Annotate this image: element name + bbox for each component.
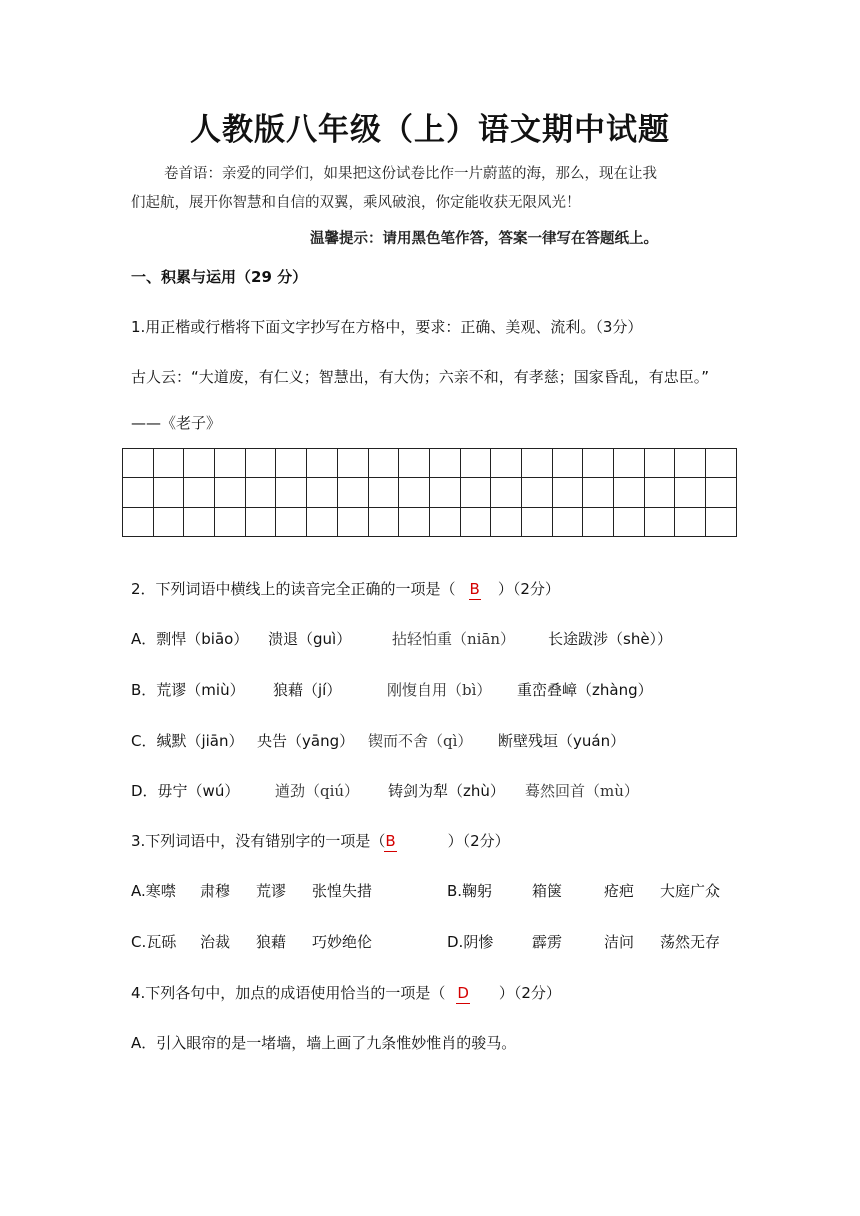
q2-option-b-2: 狼藉（jí） [273,681,342,699]
grid-cell [675,449,706,478]
q2-option-d-4: 蓦然回首（mù） [525,782,639,800]
grid-cell [675,507,706,536]
grid-cell [153,449,184,478]
grid-cell [429,507,460,536]
grid-row [123,478,737,507]
grid-cell [706,507,737,536]
q3-prompt [131,830,510,851]
page-title: 人教版八年级（上）语文期中试题 [190,112,670,148]
grid-cell [337,507,368,536]
grid-cell [460,507,491,536]
grid-cell [276,449,307,478]
grid-cell [337,478,368,507]
grid-cell [521,507,552,536]
q2-option-d-2: 遒劲（qiú） [275,782,360,800]
grid-cell [644,449,675,478]
grid-cell [460,478,491,507]
q1-source: ——《老子》 [131,414,222,432]
intro-line-2: 们起航，展开你智慧和自信的双翼，乘风破浪，你定能收获无限风光！ [131,195,581,211]
q2-option-d-3: 铸剑为犁（zhù） [388,782,505,800]
grid-cell [491,449,522,478]
q4-prompt [131,982,561,1003]
grid-cell [215,449,246,478]
grid-cell [614,449,645,478]
q2-option-a-2: 溃退（guì） [268,630,352,648]
q3-word: B.鞠躬 [447,882,493,900]
grid-cell [521,449,552,478]
q3-answer: B [385,832,396,850]
grid-cell [583,478,614,507]
grid-cell [215,507,246,536]
q1-quote: 古人云：“大道废，有仁义；智慧出，有大伪；六亲不和，有孝慈；国家昏乱，有忠臣。” [131,368,710,386]
q3-word: D.阴惨 [447,933,494,951]
q2-option-a-1: A．剽悍（biāo） [131,630,249,648]
grid-cell [123,478,154,507]
grid-cell [429,449,460,478]
grid-cell [399,478,430,507]
grid-cell [399,507,430,536]
q2-option-d-1: D．毋宁（wú） [131,782,240,800]
q4-answer: D [457,984,469,1002]
grid-cell [245,507,276,536]
grid-row [123,507,737,536]
q3-word: 大庭广众 [660,882,721,900]
q2-prompt-pre: 2．下列词语中横线上的读音完全正确的一项是（ [131,580,456,598]
grid-cell [123,507,154,536]
q3-word: 荡然无存 [660,933,721,951]
section-heading: 一、积累与运用（29 分） [131,268,308,286]
grid-cell [429,478,460,507]
q3-word: A.寒噤 [131,882,176,900]
grid-cell [184,507,215,536]
q2-option-c-2: 央告（yāng） [257,732,355,750]
q3-word: 肃穆 [200,882,231,900]
q2-prompt [131,578,560,599]
grid-cell [368,478,399,507]
grid-cell [399,449,430,478]
q2-option-c-1: C．缄默（jiān） [131,732,244,750]
grid-cell [337,449,368,478]
grid-cell [245,449,276,478]
writing-grid [122,448,737,537]
q3-prompt-pre: 3.下列词语中，没有错别字的一项是（ [131,832,386,850]
q3-word: 张惶失措 [312,882,373,900]
q3-word: 霹雳 [532,933,563,951]
grid-cell [123,449,154,478]
q3-word: 狼藉 [256,933,287,951]
q4-prompt-post: ）（2分） [498,984,561,1002]
grid-cell [614,507,645,536]
grid-cell [276,478,307,507]
grid-cell [521,478,552,507]
q3-word: 洁问 [604,933,635,951]
grid-cell [245,478,276,507]
q2-option-b-3: 刚愎自用（bì） [387,681,492,699]
grid-cell [552,449,583,478]
grid-cell [307,478,338,507]
grid-cell [153,478,184,507]
grid-cell [675,478,706,507]
grid-cell [552,507,583,536]
grid-cell [153,507,184,536]
q2-option-a-4: 长途跋涉（shè）） [548,630,673,648]
grid-cell [644,478,675,507]
grid-cell [307,507,338,536]
q2-option-c-4: 断壁残垣（yuán） [498,732,626,750]
grid-cell [276,507,307,536]
tip-text: 温馨提示：请用黑色笔作答，答案一律写在答题纸上。 [310,230,658,247]
q4-prompt-pre: 4.下列各句中，加点的成语使用恰当的一项是（ [131,984,446,1002]
grid-cell [706,449,737,478]
grid-cell [307,449,338,478]
grid-cell [552,478,583,507]
grid-cell [184,449,215,478]
q3-word: 荒谬 [256,882,287,900]
grid-cell [491,478,522,507]
grid-cell [368,449,399,478]
q4-option-a: A．引入眼帘的是一堵墙，墙上画了九条惟妙惟肖的骏马。 [131,1034,517,1052]
grid-cell [614,478,645,507]
q2-option-c-3: 锲而不舍（qì） [368,732,473,750]
q3-prompt-post: ）（2分） [447,832,510,850]
q3-word: 巧妙绝伦 [312,933,373,951]
q2-option-b-4: 重峦叠嶂（zhàng） [517,681,653,699]
q2-option-b-1: B．荒谬（miù） [131,681,245,699]
q3-word: 箱箧 [532,882,563,900]
q3-word: C.瓦砾 [131,933,177,951]
grid-cell [706,478,737,507]
grid-cell [368,507,399,536]
grid-cell [184,478,215,507]
q2-option-a-3: 拈轻怕重（niān） [392,630,516,648]
q3-word: 治裁 [200,933,231,951]
q2-prompt-post: ）（2分） [497,580,560,598]
grid-cell [460,449,491,478]
grid-cell [215,478,246,507]
grid-cell [583,507,614,536]
intro-line-1: 卷首语：亲爱的同学们，如果把这份试卷比作一片蔚蓝的海，那么，现在让我 [164,166,657,182]
grid-cell [491,507,522,536]
q2-answer: B [469,580,480,598]
grid-cell [644,507,675,536]
q1-prompt: 1.用正楷或行楷将下面文字抄写在方格中，要求：正确、美观、流利。（3分） [131,318,643,336]
grid-cell [583,449,614,478]
q3-word: 疮疤 [604,882,635,900]
grid-row [123,449,737,478]
